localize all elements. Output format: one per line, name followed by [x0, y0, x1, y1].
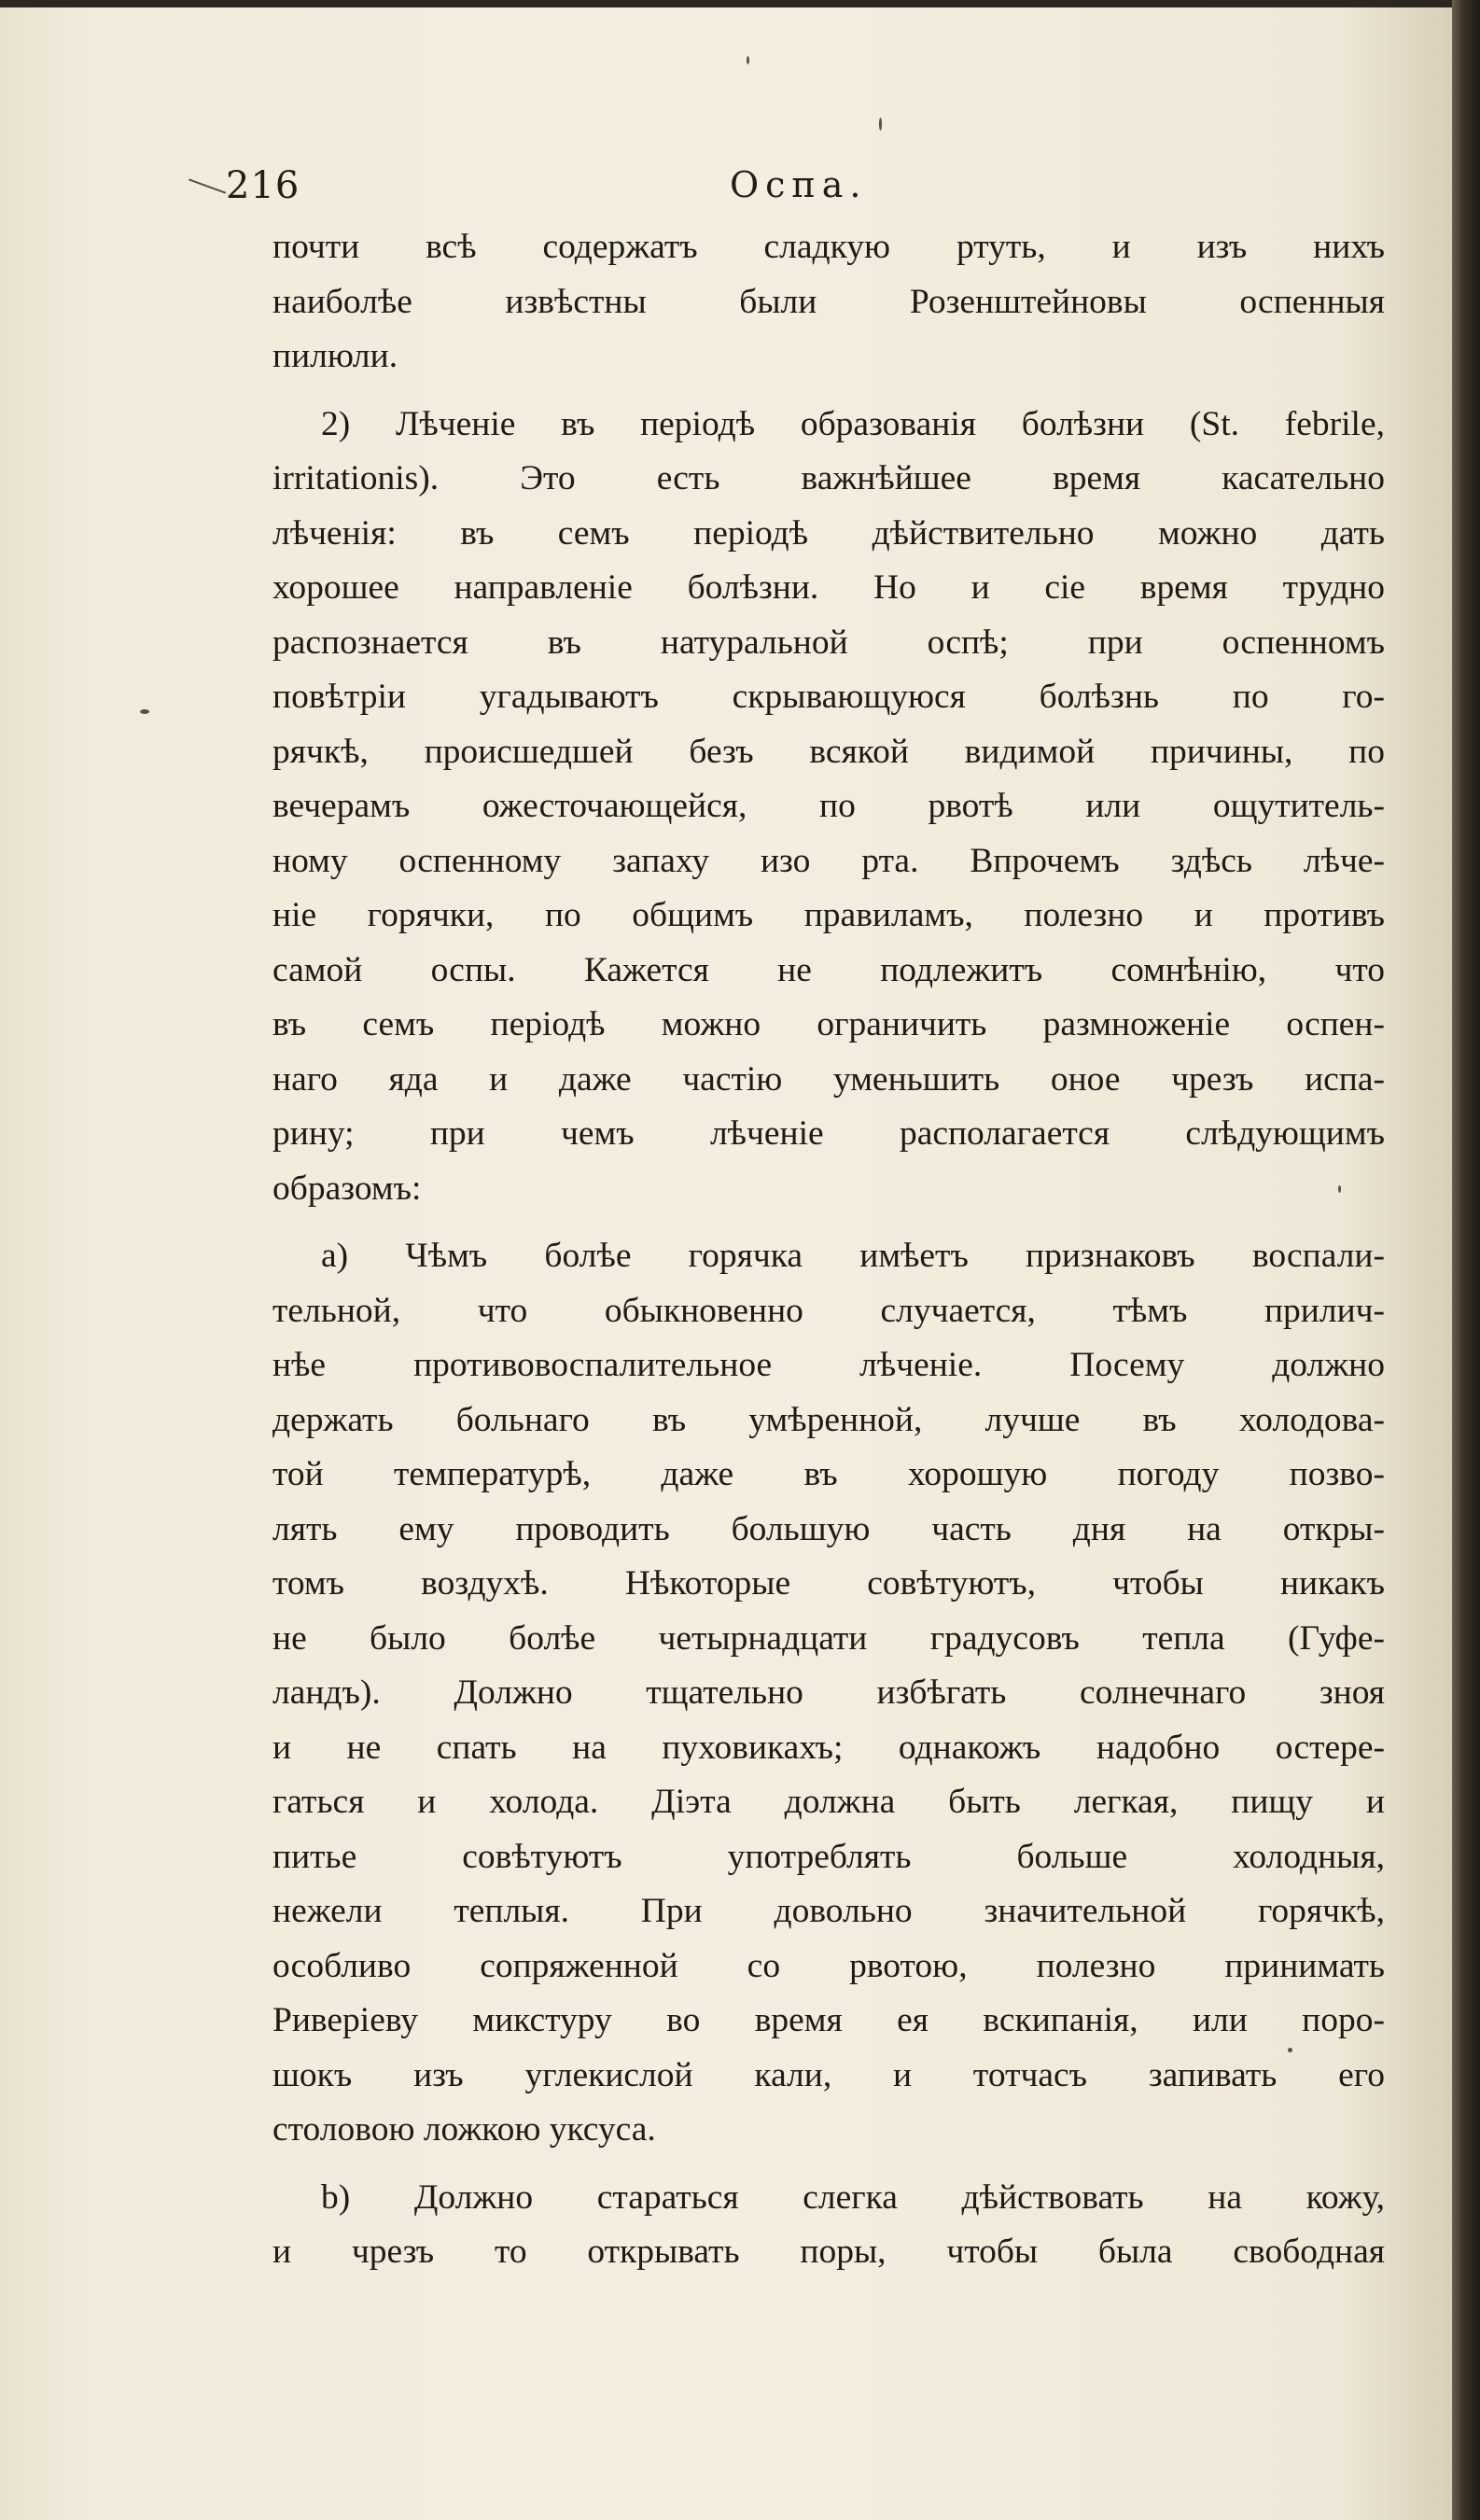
text-line: шокъ изъ углекислой кали, и тотчасъ запивать его [272, 2055, 1385, 2094]
text-line: нежели теплыя. При довольно значительной горячкѣ, [272, 1892, 1385, 1930]
text-line: не было болѣе четырнадцати градусовъ тепла (Гуфе- [272, 1618, 1385, 1658]
text-line: лять ему проводить большую часть дня на откры- [272, 1509, 1385, 1548]
paragraph-gap [272, 2158, 1385, 2171]
page-number: 216 [226, 164, 300, 207]
page-corner-mark [183, 178, 226, 209]
paper-speck [1288, 2048, 1292, 2052]
text-line: гаться и холода. Діэта должна быть легкая, пищу и [272, 1783, 1385, 1821]
running-head: Оспа. [730, 164, 868, 205]
text-line: тельной, что обыкновенно случается, тѣмъ прилич- [272, 1291, 1385, 1330]
text-line: и чрезъ то открывать поры, чтобы была свободная [272, 2233, 1385, 2271]
text-line: наго яда и даже частію уменьшить оное чрезъ испа- [272, 1059, 1385, 1099]
page-edge-shadow [1452, 0, 1480, 2520]
paragraph-gap [272, 1216, 1385, 1229]
text-line: въ семъ періодѣ можно ограничить размноженіе оспен- [272, 1005, 1385, 1043]
text-line: irritationis). Это есть важнѣйшее время касательно [272, 459, 1385, 497]
text-line: рячкѣ, происшедшей безъ всякой видимой причины, по [272, 732, 1385, 771]
text-line: питье совѣтуютъ употреблять больше холодныя, [272, 1837, 1385, 1876]
text-line: ніе горячки, по общимъ правиламъ, полезно и противъ [272, 896, 1385, 934]
text-line: той температурѣ, даже въ хорошую погоду позво- [272, 1455, 1385, 1493]
text-line: наиболѣе извѣстны были Розенштейновы оспенныя [272, 282, 1385, 321]
text-line: томъ воздухѣ. Нѣкоторые совѣтуютъ, чтобы никакъ [272, 1564, 1385, 1603]
text-line: лѣченія: въ семъ періодѣ дѣйствительно можно дать [272, 513, 1385, 553]
page-header [226, 164, 1387, 220]
text-line: самой оспы. Кажется не подлежитъ сомнѣнію, что [272, 950, 1385, 989]
text-line: 2) Лѣченіе въ періодѣ образованія болѣзни (St. febrile, [321, 404, 1385, 443]
text-line: столовою ложкою уксуса. [272, 2110, 656, 2149]
book-page [0, 7, 1452, 2520]
text-line: держать больнаго въ умѣренной, лучше въ холодова- [272, 1400, 1385, 1439]
paper-speck [1338, 1185, 1341, 1193]
text-line: ному оспенному запаху изо рта. Впрочемъ здѣсь лѣче- [272, 841, 1385, 880]
text-line: ландъ). Должно тщательно избѣгать солнечнаго зноя [272, 1673, 1385, 1712]
text-line: повѣтріи угадываютъ скрывающуюся болѣзнь по го- [272, 678, 1385, 716]
text-line: хорошее направленіе болѣзни. Но и сіе время трудно [272, 568, 1385, 607]
text-line: a) Чѣмъ болѣе горячка имѣетъ признаковъ воспали- [321, 1237, 1385, 1275]
text-line: вечерамъ ожесточающейся, по рвотѣ или ощутитель- [272, 787, 1385, 825]
body-text [272, 220, 1385, 2280]
text-line: образомъ: [272, 1169, 422, 1208]
paragraph-gap [272, 385, 1385, 398]
text-line: рину; при чемъ лѣченіе располагается слѣдующимъ [272, 1114, 1385, 1153]
paper-speck [140, 709, 149, 714]
paper-speck [879, 118, 882, 131]
text-line: b) Должно стараться слегка дѣйствовать на кожу, [321, 2177, 1385, 2217]
text-line: особливо сопряженной со рвотою, полезно принимать [272, 1946, 1385, 1985]
text-line: распознается въ натуральной оспѣ; при оспенномъ [272, 623, 1385, 662]
text-line: пилюли. [272, 337, 398, 375]
text-line: и не спать на пуховикахъ; однакожъ надобно остере- [272, 1728, 1385, 1767]
text-line: нѣе противовоспалительное лѣченіе. Посему должно [272, 1346, 1385, 1384]
text-line: почти всѣ содержатъ сладкую ртуть, и изъ нихъ [272, 228, 1385, 266]
text-line: Риверіеву микстуру во время ея вскипанія, или поро- [272, 2001, 1385, 2039]
paper-speck [747, 56, 749, 64]
